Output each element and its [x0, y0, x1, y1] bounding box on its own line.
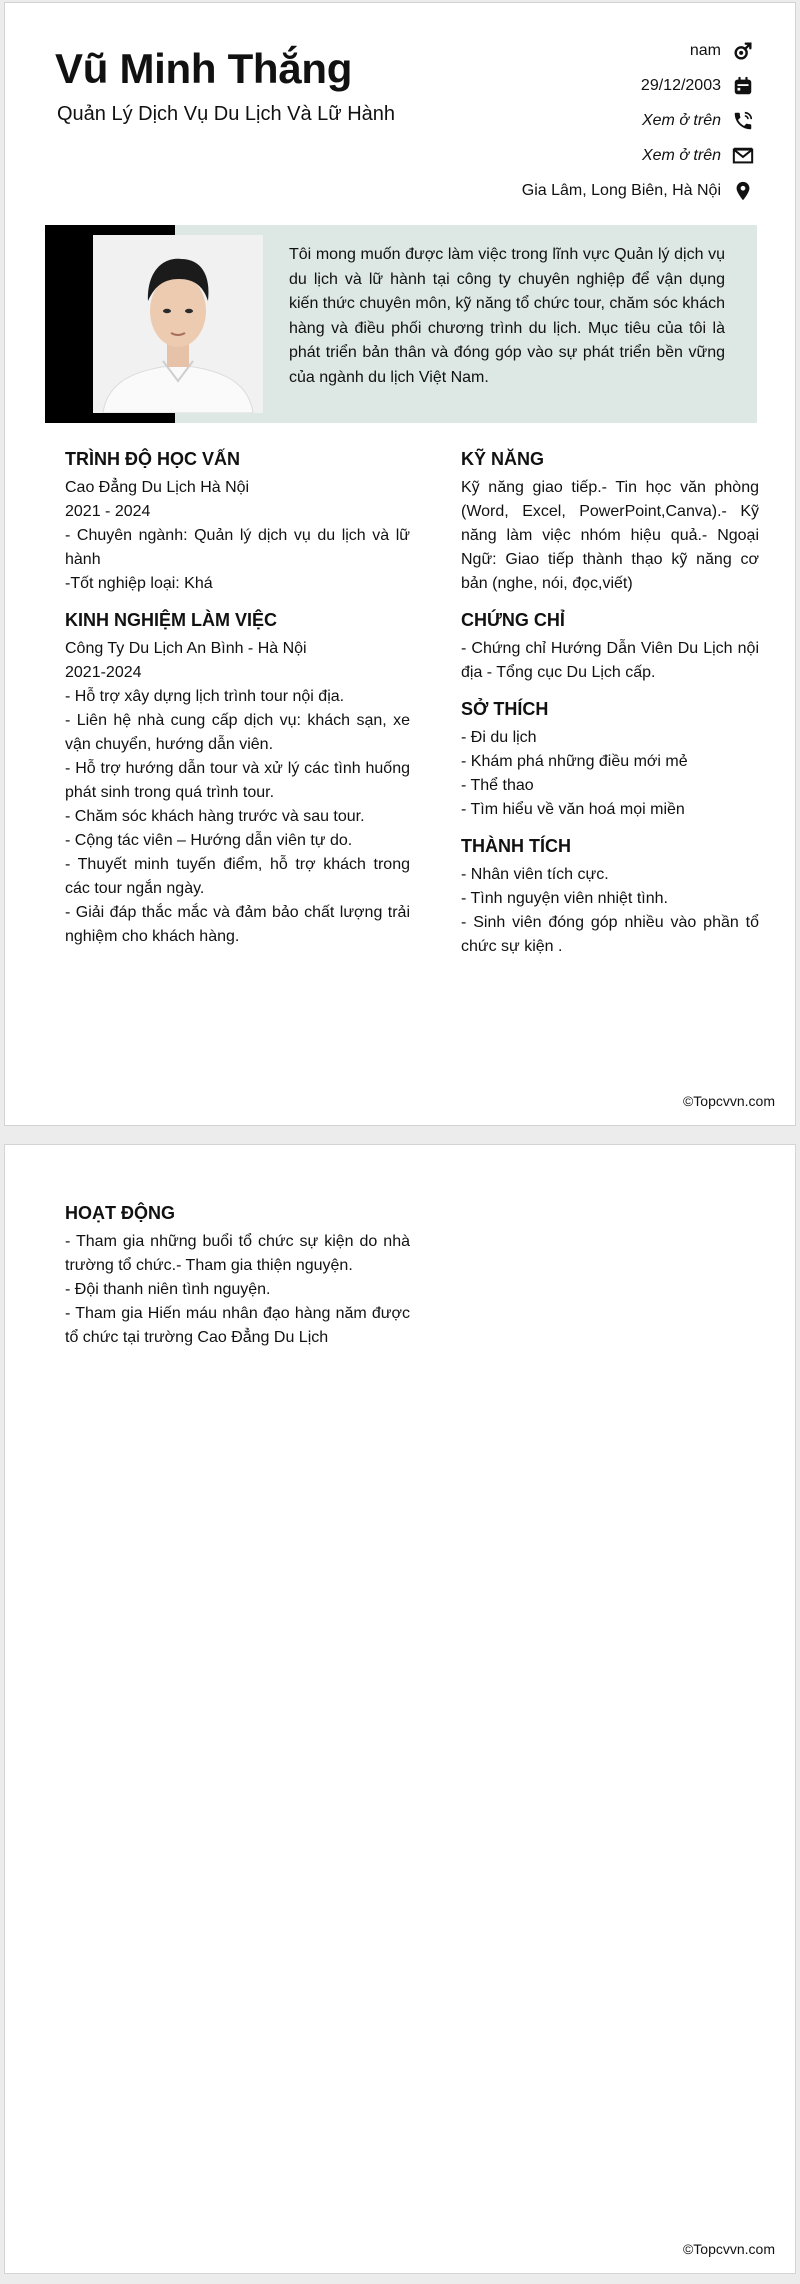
certificates-title: CHỨNG CHỈ [461, 610, 565, 630]
contact-birthday-text: 29/12/2003 [640, 76, 721, 94]
achievements-section [461, 836, 759, 959]
email-icon [731, 144, 755, 168]
left-column [65, 449, 410, 963]
contact-address [415, 173, 755, 208]
experience-section [65, 610, 410, 949]
contact-gender [415, 33, 755, 68]
education-grade: -Tốt nghiệp loại: Khá [65, 575, 213, 592]
cv-page-1 [4, 2, 796, 1126]
activity-item: - Tham gia Hiến máu nhân đạo hàng năm được tổ chức tại trường Cao Đẳng Du Lịch [65, 1305, 410, 1346]
skills-title: KỸ NĂNG [461, 449, 545, 469]
phone-icon [731, 109, 755, 133]
footer-watermark: ©Topcvvn.com [682, 1093, 775, 1109]
experience-item: - Liên hệ nhà cung cấp dịch vụ: khách sạn, xe vận chuyển, hướng dẫn viên. [65, 712, 410, 753]
contact-phone-text: Xem ở trên [641, 111, 721, 129]
hobby-item: - Đi du lịch [461, 729, 537, 746]
activity-item: - Tham gia những buổi tổ chức sự kiện do nhà trường tổ chức.- Tham gia thiện nguyện. [65, 1233, 410, 1274]
contact-gender-text: nam [689, 41, 721, 59]
experience-item: - Hỗ trợ hướng dẫn tour và xử lý các tình huống phát sinh trong quá trình tour. [65, 760, 410, 801]
contact-email [415, 138, 755, 173]
candidate-role: Quản Lý Dịch Vụ Du Lịch Và Lữ Hành [57, 103, 396, 125]
experience-period: 2021-2024 [65, 664, 142, 681]
gender-icon [731, 39, 755, 63]
education-title: TRÌNH ĐỘ HỌC VẤN [65, 449, 240, 469]
experience-title: KINH NGHIỆM LÀM VIỆC [65, 610, 278, 630]
contact-birthday [415, 68, 755, 103]
contact-list [415, 33, 755, 208]
education-major: - Chuyên ngành: Quản lý dịch vụ du lịch và lữ hành [65, 527, 410, 568]
achievements-title: THÀNH TÍCH [461, 836, 571, 856]
skills-section [461, 449, 759, 596]
candidate-name: Vũ Minh Thắng [55, 45, 353, 92]
experience-item: - Giải đáp thắc mắc và đảm bảo chất lượng trải nghiệm cho khách hàng. [65, 904, 410, 945]
experience-company: Công Ty Du Lịch An Bình - Hà Nội [65, 640, 307, 657]
activities-title: HOẠT ĐỘNG [65, 1203, 175, 1223]
profile-photo-illustration [93, 235, 263, 413]
activity-item: - Đội thanh niên tình nguyện. [65, 1281, 271, 1298]
skills-text: Kỹ năng giao tiếp.- Tin học văn phòng (Word, Excel, PowerPoint,Canva).- Kỹ năng làm việc nhóm hiệu quả.- Ngoại Ngữ: Giao tiếp thành thạo kỹ năng cơ bản (nghe, nói, đọc,viết) [461, 479, 759, 592]
hobbies-section [461, 699, 759, 822]
certificates-section [461, 610, 759, 685]
contact-email-text: Xem ở trên [641, 146, 721, 164]
career-objective: Tôi mong muốn được làm việc trong lĩnh vực Quản lý dịch vụ du lịch và lữ hành tại công ty chuyên nghiệp để vận dụng kiến thức chuyên môn, kỹ năng tổ chức tour, chăm sóc khách hàng và điều phối chương trình du lịch. Mục tiêu của tôi là phát triển bản thân và đóng góp vào sự phát triển bền vững của ngành du lịch Việt Nam. [289, 246, 725, 386]
profile-photo [93, 235, 263, 413]
achievement-item: - Tình nguyện viên nhiệt tình. [461, 890, 668, 907]
achievement-item: - Nhân viên tích cực. [461, 866, 609, 883]
experience-item: - Chăm sóc khách hàng trước và sau tour. [65, 808, 365, 825]
footer-watermark: ©Topcvvn.com [682, 2241, 775, 2257]
education-school: Cao Đẳng Du Lịch Hà Nội [65, 479, 250, 496]
activities-column [65, 1203, 410, 1364]
hobbies-title: SỞ THÍCH [461, 699, 549, 719]
education-section [65, 449, 410, 596]
location-icon [731, 179, 755, 203]
experience-item: - Cộng tác viên – Hướng dẫn viên tự do. [65, 832, 353, 849]
hobby-item: - Khám phá những điều mới mẻ [461, 753, 688, 770]
certificates-text: - Chứng chỉ Hướng Dẫn Viên Du Lịch nội địa - Tổng cục Du Lịch cấp. [461, 640, 759, 681]
achievement-item: - Sinh viên đóng góp nhiều vào phần tổ chức sự kiện . [461, 914, 759, 955]
calendar-icon [731, 74, 755, 98]
hobby-item: - Thể thao [461, 777, 534, 794]
experience-item: - Hỗ trợ xây dựng lịch trình tour nội địa. [65, 688, 345, 705]
hobby-item: - Tìm hiểu về văn hoá mọi miền [461, 801, 685, 818]
activities-section [65, 1203, 410, 1350]
education-period: 2021 - 2024 [65, 503, 151, 520]
contact-address-text: Gia Lâm, Long Biên, Hà Nội [521, 181, 721, 199]
experience-item: - Thuyết minh tuyến điểm, hỗ trợ khách trong các tour ngắn ngày. [65, 856, 410, 897]
cv-page-2 [4, 1144, 796, 2274]
contact-phone [415, 103, 755, 138]
right-column [461, 449, 759, 973]
